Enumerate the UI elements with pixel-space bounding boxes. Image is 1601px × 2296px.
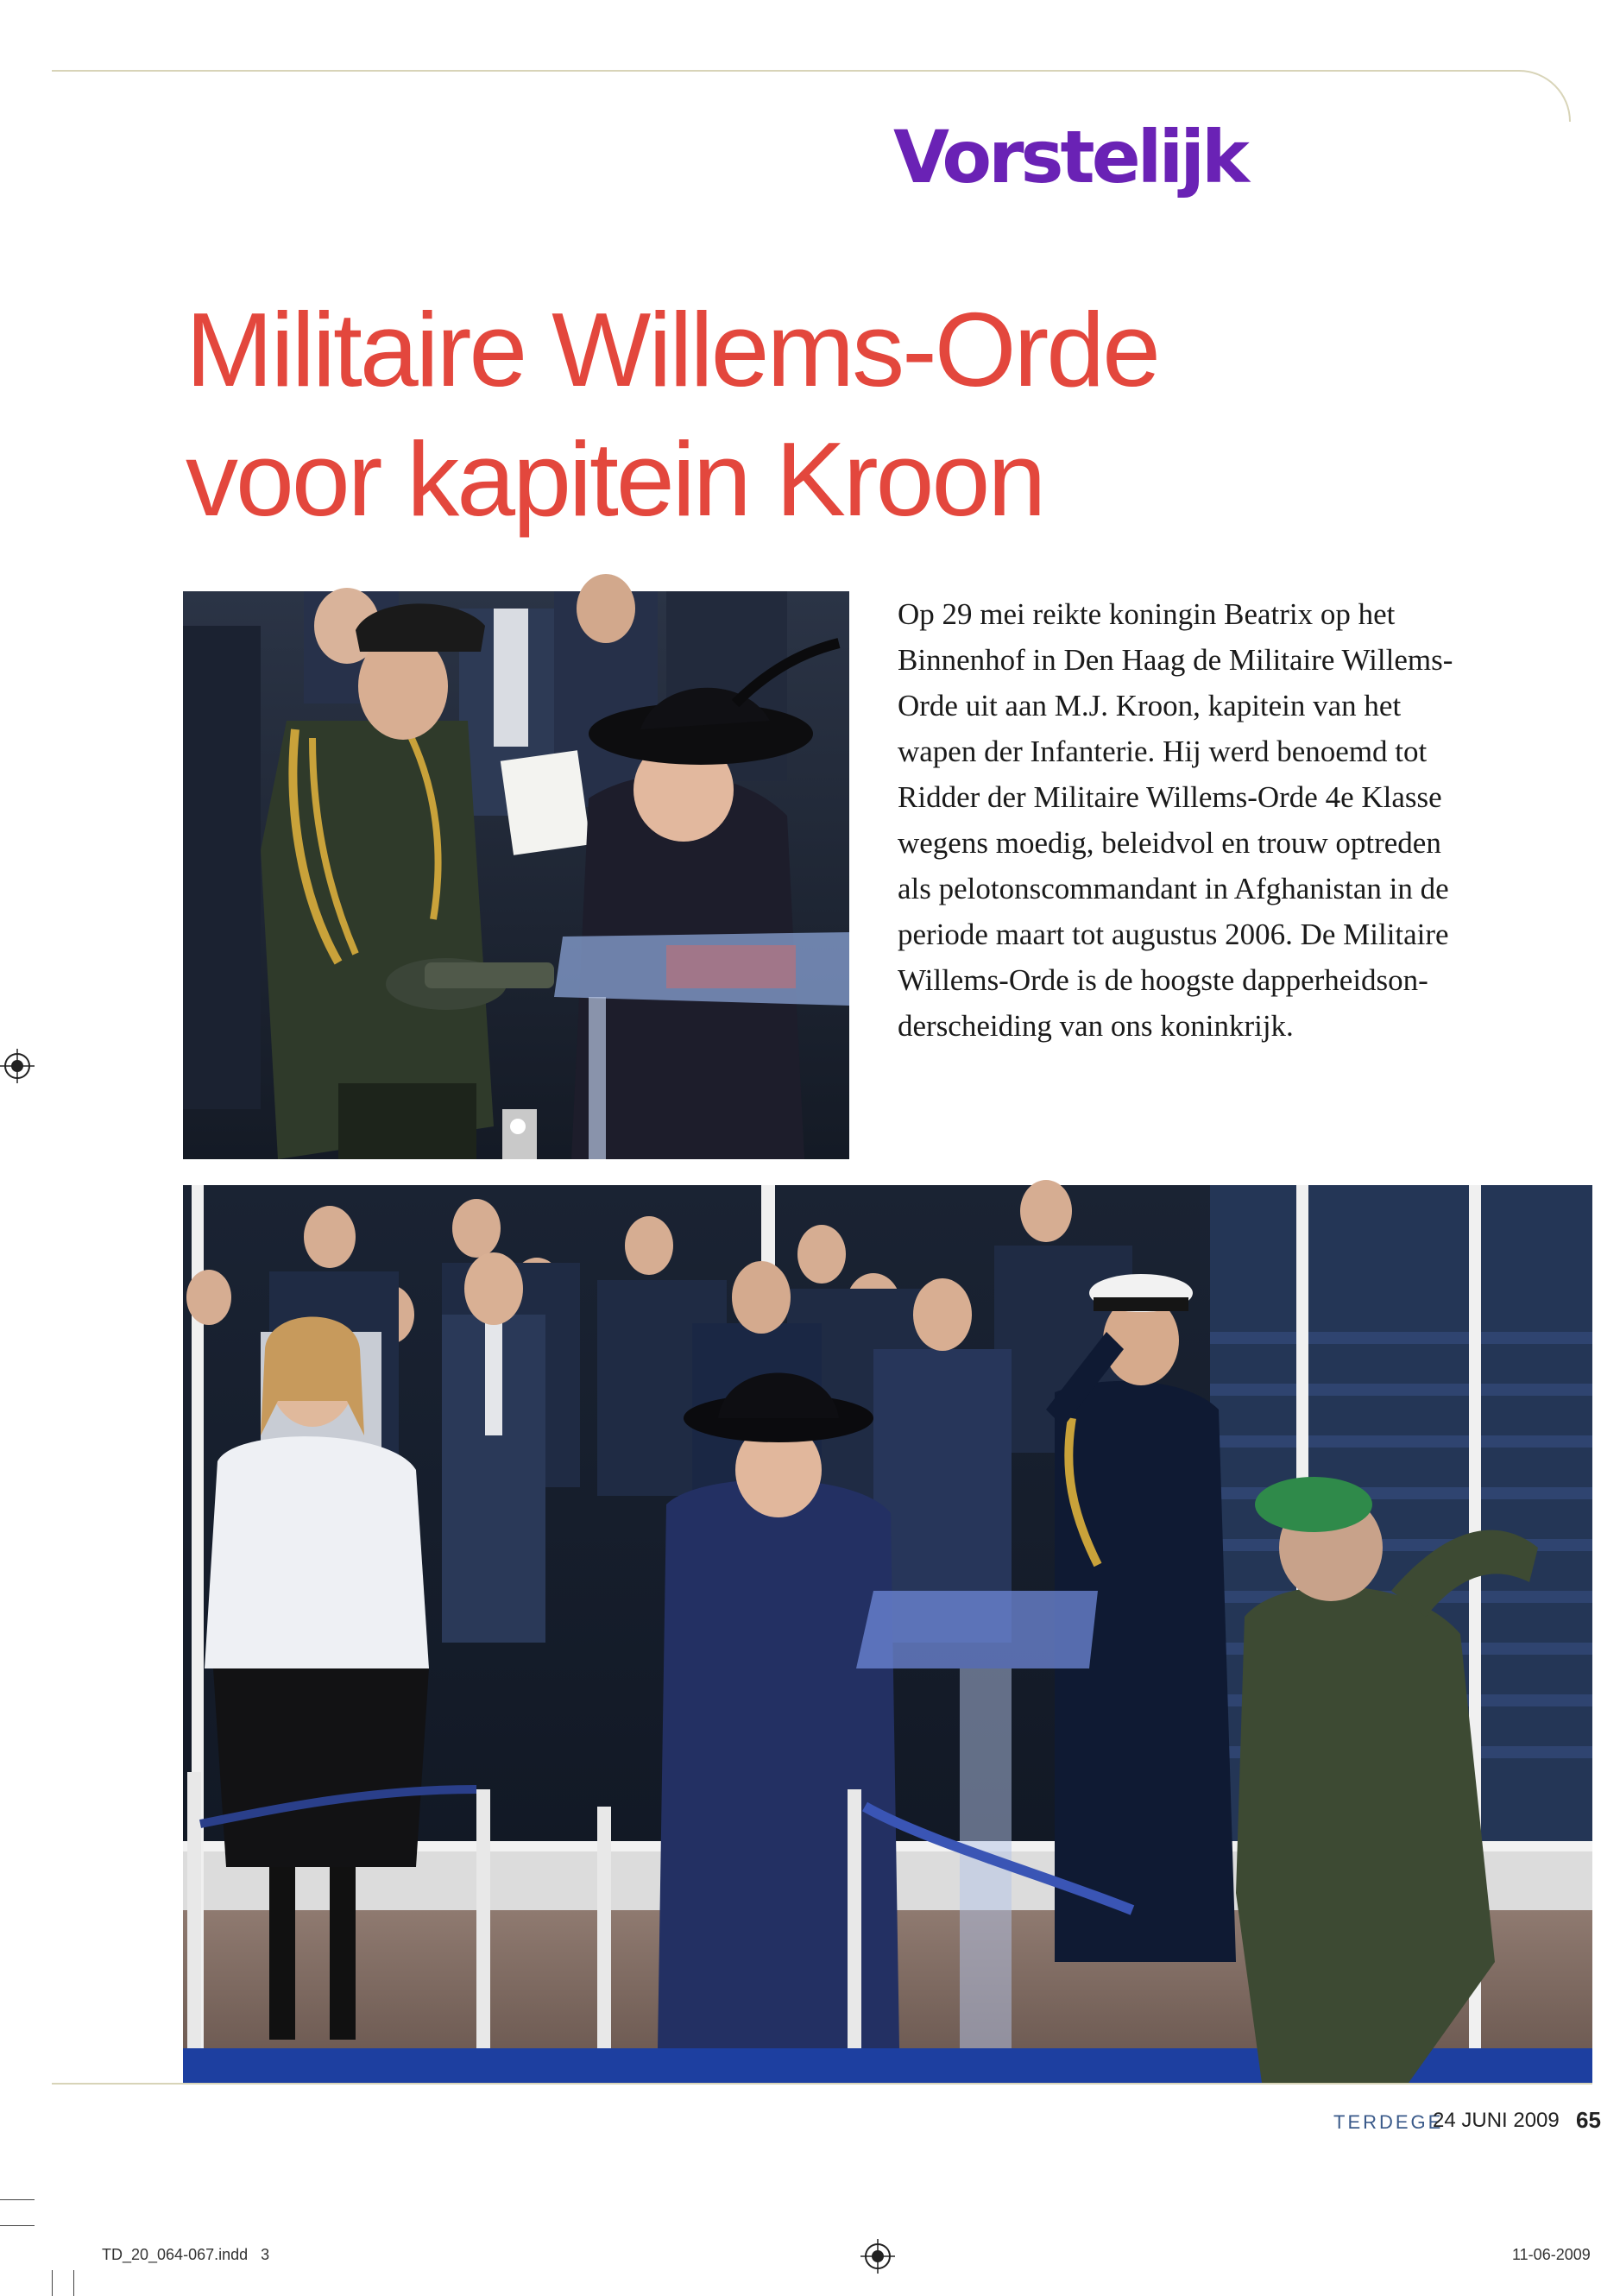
registration-mark-left-icon: [0, 1049, 35, 1083]
slug-date: 11-06-2009: [1512, 2246, 1591, 2263]
footer-page-number: 65: [1576, 2107, 1601, 2133]
body-line: wegens moedig, beleidvol en trouw optreden: [898, 826, 1441, 860]
body-line: als pelotonscommandant in Afghanistan in de: [898, 872, 1449, 905]
section-label: Vorstelijk: [893, 115, 1246, 199]
headline: [186, 285, 1158, 544]
body-line: Op 29 mei reikte koningin Beatrix op het: [898, 597, 1396, 631]
photo-award-presentation-illustration: [183, 591, 849, 1159]
headline-line-1: Militaire Willems-Orde: [186, 291, 1158, 408]
crop-mark: [52, 2270, 53, 2296]
crop-mark: [73, 2270, 74, 2296]
top-rule: [52, 70, 1571, 122]
photo-ceremony-illustration: [183, 1185, 1592, 2083]
body-line: derscheiding van ons koninkrijk.: [898, 1009, 1294, 1043]
body-line: Orde uit aan M.J. Kroon, kapitein van het: [898, 689, 1402, 722]
slug-file-name: TD_20_064-067.indd 3: [102, 2246, 270, 2263]
photo-ceremony-binnenhof: [183, 1185, 1592, 2083]
crop-mark: [0, 2199, 35, 2200]
body-line: periode maart tot augustus 2006. De Militaire: [898, 918, 1449, 951]
footer-magazine-name: TERDEGE: [1333, 2111, 1444, 2133]
crop-mark: [0, 2225, 35, 2226]
body-line: wapen der Infanterie. Hij werd benoemd tot: [898, 735, 1428, 768]
photo-award-presentation: [183, 591, 849, 1159]
body-line: Ridder der Militaire Willems-Orde 4e Klasse: [898, 780, 1442, 814]
footer-issue-date: 24 JUNI 2009: [1433, 2109, 1560, 2132]
body-line: Willems-Orde is de hoogste dapperheidson-: [898, 963, 1428, 997]
bottom-rule: [52, 2083, 1592, 2085]
article-body: [898, 591, 1519, 1049]
headline-line-2: voor kapitein Kroon: [186, 420, 1044, 538]
body-line: Binnenhof in Den Haag de Militaire Willems-: [898, 643, 1453, 677]
registration-mark-bottom-icon: [860, 2239, 895, 2274]
